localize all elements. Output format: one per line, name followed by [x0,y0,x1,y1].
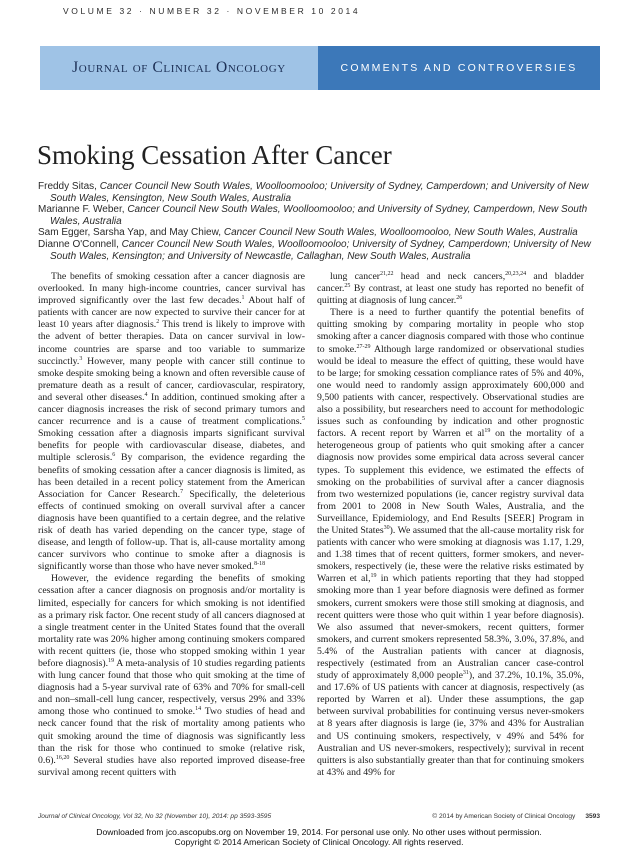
text-run: lung cancer [330,271,381,282]
citation-ref: 19 [370,573,377,580]
copyright-block [432,813,600,820]
body-paragraph [38,271,305,573]
citation-ref: 4 [144,391,148,398]
citation-ref: 27-29 [356,343,371,350]
body-column-right [317,271,584,779]
citation-ref: 5 [302,415,305,422]
citation-ref: 26 [456,294,463,301]
body-paragraph [317,307,584,779]
page-number: 3593 [585,813,600,820]
citation-ref: 7 [180,488,184,495]
text-run: However, the evidence regarding the benefits of smoking cessation after a cancer diagnosis on prognosis and/or mortality is limited, especially for cancers for which smoking is not identified as a primary risk factor. One recent study of all cancers diagnosed at a single treatment center in the United States found that the overall mortality rate was 20% higher among continuing smokers compared with recent quitters (ie, those who stopped smoking within 1 year before diagnosis). [38,573,305,669]
copyright-notice: Copyright © 2014 American Society of Clinical Oncology. All rights reserved. [174,837,464,847]
download-notice [0,827,638,847]
citation-ref: 2 [156,319,160,326]
journal-name-box [40,46,318,90]
citation-ref: 16,20 [55,754,70,761]
text-run: and bladder cancer. [317,271,584,295]
author-name: Marianne F. Weber, [38,204,125,216]
author-entry [38,181,608,204]
body-paragraph [317,271,584,307]
author-affiliation: Cancer Council New South Wales, Woolloomooloo; and University of Sydney, Camperdown, New South Wales, Australia [50,204,588,227]
citation-ref: 19 [484,427,491,434]
text-run: ). We assumed that the all-cause mortality risk for patients with cancer who were smoking at diagnosis was 1.17, 1.29, and 1.38 times that of recent quitters, former smokers, and never-smokers, respectively (ie, these were the relative risks estimated by Warren et al, [317,524,584,585]
page-footer [38,813,600,820]
author-name: Dianne O'Connell, [38,238,119,250]
citation-ref: 20,23,24 [505,270,527,277]
text-run: The benefits of smoking cessation after a cancer diagnosis are overlooked. In many high-income countries, cancer survival has improved significantly over the last few decades. [38,271,305,307]
journal-banner [40,46,600,90]
citation-ref: 30 [383,524,390,531]
text-run: Specifically, the deleterious effects of continued smoking on overall survival after a cancer diagnosis have been quantified to a certain degree, and the relative risk of death has varied depending on the cancer type, stage of disease, and length of follow-up. That is, all-cause mortality among cancer survivors who continue to smoke after a diagnosis is significantly worse than those who have never smoked. [38,488,305,573]
citation-ref: 3 [79,355,83,362]
text-run: There is a need to further quantify the potential benefits of quitting smoking by comparing mortality in people who stop smoking after a cancer diagnosis compared with those who continue to smoke. [317,307,584,355]
text-run: Although large randomized or observational studies would be ideal to measure the effect of quitting, these would have to be large; for smoking cessation compliance rates of 5% and 40%, one would need to randomly assign approximately 600,000 and 9,500 patients with cancer, respectively. Observational studies are also a possibility, but researchers need to account for methodologic issues such as confounding by indication and other prognostic factors. A recent report by Warren et al [317,343,584,440]
text-run: ), and 37.2%, 10.1%, 35.0%, and 17.6% of US patients with cancer at diagnosis, respectively (as reported by Warren et al). Under these assumptions, the gap between survival probabilities for continuing versus never-smokers at 8 years after diagnosis is large (ie, 37% and 43% for Australian and US continuing smokers, respectively, v 49% and 54% for Australian and US never-smokers, respectively); survival in recent quitters is also substantially greater than that for continuing smokers at 43% and 49% for [317,670,584,778]
citation-ref: 31 [462,669,469,676]
author-name: Sam Egger, Sarsha Yap, and May Chiew, [38,227,222,239]
author-affiliation: Cancer Council New South Wales, Woolloomooloo; University of Sydney, Camperdown; and University of New South Wales, Kensington, New South Wales, Australia [50,181,589,204]
author-entry [38,227,608,239]
citation-line: Journal of Clinical Oncology, Vol 32, No 32 (November 10), 2014: pp 3593-3595 [38,813,272,820]
body-column-left [38,271,305,779]
text-run: By contrast, at least one study has reported no benefit of quitting at diagnosis of lung cancer. [317,283,584,307]
text-run: Smoking cessation after a diagnosis imparts significant survival benefits for people with cardiovascular disease, diabetes, and multiple sclerosis. [38,428,305,464]
citation-ref: 6 [112,452,116,459]
text-run: Several studies have also reported improved disease-free survival among recent quitters with [38,754,305,778]
text-run: head and neck cancers, [393,271,506,282]
text-run: on the mortality of a heterogeneous group of patients who quit smoking after a cancer diagnosis now provides some empirical data across several cancer types. To supplement this evidence, we estimated the effects of smoking on the probabilities of survival after a cancer diagnosis from two westernized populations (ie, cancer registry survival data from 2001 to 2008 in New South Wales, Australia, and the Surveillance, Epidemiology, and End Results [SEER] Program in the United States [317,428,584,536]
text-run: A meta-analysis of 10 studies regarding patients with lung cancer found that those who quit smoking at the time of diagnosis had a 5-year survival rate of 63% and 70% for small-cell and non–small-cell lung cancer, respectively, versus 29% and 33% among those who continued to smoke. [38,658,305,718]
body-paragraph [38,573,305,779]
author-affiliation: Cancer Council New South Wales, Woolloomooloo, New South Wales, Australia [223,227,578,239]
author-affiliation: Cancer Council New South Wales, Woolloomooloo; University of Sydney, Camperdown; University of New South Wales, Kensington; and University of Newcastle, Callaghan, New South Wales, Australia [50,238,591,262]
text-run: This trend is likely to improve with the advent of better therapies. Data on cancer survival in low-income countries are sparse and too variable to summarize succinctly. [38,319,305,367]
citation-ref: 19 [108,657,115,664]
copyright-line: © 2014 by American Society of Clinical Oncology [432,813,576,820]
article-title: Smoking Cessation After Cancer [37,140,392,170]
text-run: By comparison, the evidence regarding the benefits of smoking cessation after a cancer diagnosis is limited, as has been detailed in a recent policy statement from the American Association for Cancer Research. [38,452,305,500]
text-run: Two studies of head and neck cancer found that the risk of mortality among patients who quit smoking around the time of diagnosis was significantly less than the risk for those who continued to smoke (relative risk, 0.6). [38,706,305,766]
author-entry [38,204,608,227]
author-list [38,181,608,262]
citation-ref: 1 [241,294,245,301]
text-run: In addition, continued smoking after a cancer diagnosis increases the risk of second primary tumors and cancer recurrence and is a cause of treatment complications. [38,391,306,428]
text-run: in which patients reporting that they had stopped smoking more than 1 year before diagnosis were defined as former smokers, current smokers were those still smoking at diagnosis, and recent quitters were those who quit within 1 year before diagnosis). We also assumed that never-smokers, recent quitters, former smokers, and current smokers represented 58.3%, 3.0%, 37.8%, and 5.4% of the Australian patients with cancer at diagnosis, respectively (estimated from an Australian cancer case-control study of approximately 8,000 people [317,573,584,682]
text-run: About half of patients with cancer are now expected to survive their cancer for at least 10 years after diagnosis. [38,295,305,331]
citation-ref: 25 [344,282,351,289]
section-label: COMMENTS AND CONTROVERSIES [340,62,578,74]
author-name: Freddy Sitas, [38,181,97,192]
journal-name: Journal of Clinical Oncology [72,59,286,76]
citation-ref: 14 [195,706,202,713]
download-line: Downloaded from jco.ascopubs.org on November 19, 2014. For personal use only. No other uses without permission. [96,827,542,837]
author-entry [38,239,608,262]
text-run: However, many people with cancer still continue to smoke despite smoking being a known and often reversible cause of premature death as a result of cancer, cardiovascular, respiratory, and several other diseases. [38,355,305,403]
citation-ref: 21,22 [380,270,394,277]
citation-ref: 8-18 [254,561,266,567]
volume-line: VOLUME 32 · NUMBER 32 · NOVEMBER 10 2014 [63,6,361,16]
